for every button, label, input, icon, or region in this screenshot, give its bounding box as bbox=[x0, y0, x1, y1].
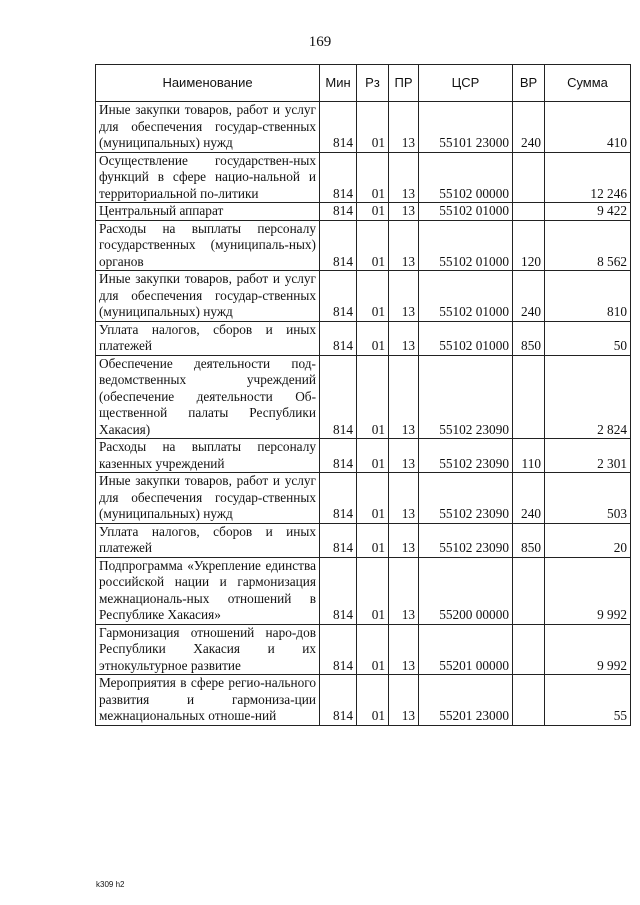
cell-csr: 55102 23090 bbox=[419, 523, 513, 557]
cell-pr: 13 bbox=[389, 220, 419, 271]
cell-vr: 240 bbox=[513, 271, 545, 322]
cell-rz: 01 bbox=[357, 523, 389, 557]
cell-min: 814 bbox=[320, 152, 357, 203]
cell-csr: 55102 23090 bbox=[419, 473, 513, 524]
cell-min: 814 bbox=[320, 102, 357, 153]
cell-min: 814 bbox=[320, 321, 357, 355]
cell-min: 814 bbox=[320, 675, 357, 726]
cell-pr: 13 bbox=[389, 203, 419, 221]
cell-min: 814 bbox=[320, 271, 357, 322]
cell-name: Расходы на выплаты персоналу казенных учреждений bbox=[96, 439, 320, 473]
cell-rz: 01 bbox=[357, 675, 389, 726]
cell-name: Иные закупки товаров, работ и услуг для обеспечения государ-ственных (муниципальных) нужд bbox=[96, 102, 320, 153]
cell-vr bbox=[513, 557, 545, 624]
cell-csr: 55200 00000 bbox=[419, 557, 513, 624]
cell-sum: 50 bbox=[545, 321, 631, 355]
cell-name: Центральный аппарат bbox=[96, 203, 320, 221]
table-row bbox=[96, 624, 631, 675]
cell-min: 814 bbox=[320, 557, 357, 624]
cell-min: 814 bbox=[320, 473, 357, 524]
col-header-sum: Сумма bbox=[545, 65, 631, 102]
cell-pr: 13 bbox=[389, 321, 419, 355]
cell-rz: 01 bbox=[357, 355, 389, 439]
cell-vr: 850 bbox=[513, 321, 545, 355]
table-header-row bbox=[96, 65, 631, 102]
cell-vr: 240 bbox=[513, 473, 545, 524]
cell-vr bbox=[513, 203, 545, 221]
cell-csr: 55102 23090 bbox=[419, 439, 513, 473]
col-header-rz: Рз bbox=[357, 65, 389, 102]
cell-rz: 01 bbox=[357, 220, 389, 271]
table-row bbox=[96, 271, 631, 322]
cell-sum: 55 bbox=[545, 675, 631, 726]
table-row bbox=[96, 321, 631, 355]
col-header-name: Наименование bbox=[96, 65, 320, 102]
cell-name: Уплата налогов, сборов и иных платежей bbox=[96, 321, 320, 355]
cell-sum: 810 bbox=[545, 271, 631, 322]
col-header-csr: ЦСР bbox=[419, 65, 513, 102]
cell-name: Иные закупки товаров, работ и услуг для обеспечения государ-ственных (муниципальных) нужд bbox=[96, 271, 320, 322]
cell-vr bbox=[513, 675, 545, 726]
cell-rz: 01 bbox=[357, 439, 389, 473]
cell-csr: 55101 23000 bbox=[419, 102, 513, 153]
cell-sum: 2 301 bbox=[545, 439, 631, 473]
cell-rz: 01 bbox=[357, 473, 389, 524]
cell-name: Расходы на выплаты персоналу государственных (муниципаль-ных) органов bbox=[96, 220, 320, 271]
col-header-pr: ПР bbox=[389, 65, 419, 102]
table-row bbox=[96, 102, 631, 153]
cell-vr bbox=[513, 624, 545, 675]
cell-pr: 13 bbox=[389, 473, 419, 524]
cell-pr: 13 bbox=[389, 439, 419, 473]
cell-min: 814 bbox=[320, 624, 357, 675]
cell-rz: 01 bbox=[357, 102, 389, 153]
cell-min: 814 bbox=[320, 355, 357, 439]
cell-vr: 110 bbox=[513, 439, 545, 473]
cell-csr: 55102 01000 bbox=[419, 203, 513, 221]
cell-sum: 503 bbox=[545, 473, 631, 524]
cell-rz: 01 bbox=[357, 203, 389, 221]
cell-rz: 01 bbox=[357, 321, 389, 355]
cell-rz: 01 bbox=[357, 271, 389, 322]
cell-vr bbox=[513, 355, 545, 439]
cell-min: 814 bbox=[320, 203, 357, 221]
col-header-min: Мин bbox=[320, 65, 357, 102]
cell-rz: 01 bbox=[357, 152, 389, 203]
cell-sum: 2 824 bbox=[545, 355, 631, 439]
cell-vr: 240 bbox=[513, 102, 545, 153]
cell-vr: 850 bbox=[513, 523, 545, 557]
cell-min: 814 bbox=[320, 439, 357, 473]
cell-csr: 55102 00000 bbox=[419, 152, 513, 203]
cell-name: Мероприятия в сфере регио-нального развития и гармониза-ции межнациональных отноше-ний bbox=[96, 675, 320, 726]
cell-sum: 9 992 bbox=[545, 557, 631, 624]
cell-pr: 13 bbox=[389, 152, 419, 203]
cell-pr: 13 bbox=[389, 271, 419, 322]
cell-pr: 13 bbox=[389, 675, 419, 726]
cell-min: 814 bbox=[320, 523, 357, 557]
cell-csr: 55102 01000 bbox=[419, 220, 513, 271]
cell-pr: 13 bbox=[389, 624, 419, 675]
table-row bbox=[96, 473, 631, 524]
cell-sum: 9 422 bbox=[545, 203, 631, 221]
table-row bbox=[96, 220, 631, 271]
cell-vr bbox=[513, 152, 545, 203]
table-row bbox=[96, 203, 631, 221]
cell-name: Осуществление государствен-ных функций в сфере нацио-нальной и территориальной по-литики bbox=[96, 152, 320, 203]
col-header-vr: ВР bbox=[513, 65, 545, 102]
cell-sum: 9 992 bbox=[545, 624, 631, 675]
cell-name: Гармонизация отношений наро-дов Республики Хакасия и их этнокультурное развитие bbox=[96, 624, 320, 675]
cell-min: 814 bbox=[320, 220, 357, 271]
cell-rz: 01 bbox=[357, 624, 389, 675]
cell-sum: 12 246 bbox=[545, 152, 631, 203]
cell-csr: 55102 01000 bbox=[419, 271, 513, 322]
cell-sum: 8 562 bbox=[545, 220, 631, 271]
budget-table bbox=[95, 64, 631, 726]
cell-name: Уплата налогов, сборов и иных платежей bbox=[96, 523, 320, 557]
cell-name: Подпрограмма «Укрепление единства российской нации и гармонизация межнациональ-ных отношений в Республике Хакасия» bbox=[96, 557, 320, 624]
footer-code: k309 h2 bbox=[96, 880, 125, 889]
table-row bbox=[96, 152, 631, 203]
cell-pr: 13 bbox=[389, 523, 419, 557]
table-row bbox=[96, 557, 631, 624]
cell-pr: 13 bbox=[389, 557, 419, 624]
cell-sum: 20 bbox=[545, 523, 631, 557]
table-row bbox=[96, 439, 631, 473]
cell-csr: 55102 01000 bbox=[419, 321, 513, 355]
cell-sum: 410 bbox=[545, 102, 631, 153]
table-row bbox=[96, 523, 631, 557]
table-row bbox=[96, 675, 631, 726]
cell-csr: 55201 23000 bbox=[419, 675, 513, 726]
page-number: 169 bbox=[308, 34, 332, 50]
cell-name: Обеспечение деятельности под-ведомственных учреждений (обеспечение деятельности Об-щественной палаты Республики Хакасия) bbox=[96, 355, 320, 439]
cell-csr: 55102 23090 bbox=[419, 355, 513, 439]
cell-rz: 01 bbox=[357, 557, 389, 624]
cell-pr: 13 bbox=[389, 355, 419, 439]
cell-pr: 13 bbox=[389, 102, 419, 153]
cell-csr: 55201 00000 bbox=[419, 624, 513, 675]
table-row bbox=[96, 355, 631, 439]
cell-name: Иные закупки товаров, работ и услуг для обеспечения государ-ственных (муниципальных) нужд bbox=[96, 473, 320, 524]
cell-vr: 120 bbox=[513, 220, 545, 271]
